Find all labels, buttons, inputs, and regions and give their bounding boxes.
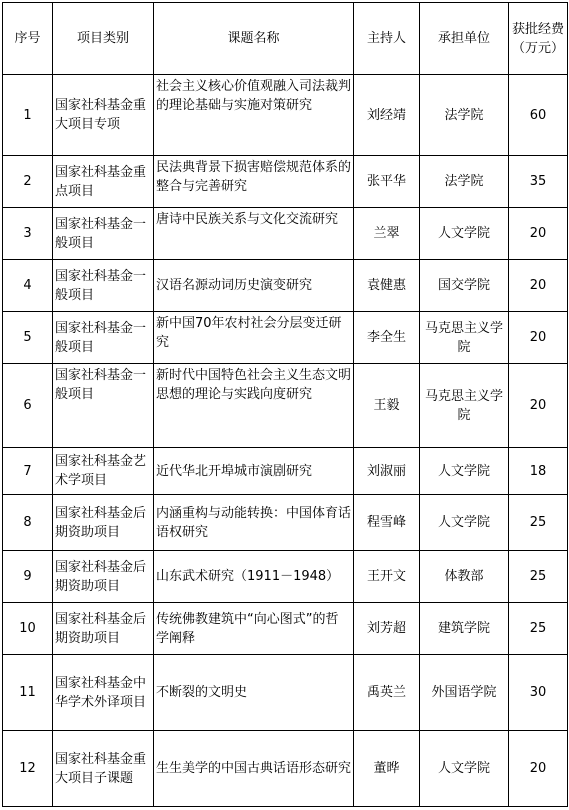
cell-funding: 20 [509,260,568,312]
cell-unit: 法学院 [420,75,509,156]
cell-title: 唐诗中民族关系与文化交流研究 [154,208,354,260]
cell-category: 国家社科基金重大项目子课题 [53,731,154,807]
cell-seq: 8 [3,495,53,551]
cell-category: 国家社科基金后期资助项目 [53,495,154,551]
table-row [3,208,568,260]
cell-category: 国家社科基金一般项目 [53,208,154,260]
cell-host: 董晔 [354,731,420,807]
table-row [3,312,568,364]
cell-category: 国家社科基金一般项目 [53,364,154,448]
cell-unit: 马克思主义学院 [420,364,509,448]
cell-funding: 60 [509,75,568,156]
cell-unit: 人文学院 [420,448,509,495]
cell-title: 新中国70年农村社会分层变迁研究 [154,312,354,364]
cell-seq: 12 [3,731,53,807]
cell-category: 国家社科基金一般项目 [53,312,154,364]
cell-title: 内涵重构与动能转换：中国体育话语权研究 [154,495,354,551]
cell-category: 国家社科基金重大项目专项 [53,75,154,156]
cell-seq: 6 [3,364,53,448]
cell-title: 社会主义核心价值观融入司法裁判的理论基础与实施对策研究 [154,75,354,156]
cell-unit: 人文学院 [420,208,509,260]
cell-host: 张平华 [354,156,420,208]
cell-title: 民法典背景下损害赔偿规范体系的整合与完善研究 [154,156,354,208]
cell-funding: 20 [509,312,568,364]
table-row [3,260,568,312]
cell-unit: 人文学院 [420,495,509,551]
table-row [3,603,568,655]
header-category: 项目类别 [53,3,154,75]
cell-category: 国家社科基金重点项目 [53,156,154,208]
cell-unit: 法学院 [420,156,509,208]
header-funding: 获批经费（万元） [509,3,568,75]
table-row [3,495,568,551]
cell-funding: 18 [509,448,568,495]
cell-title: 生生美学的中国古典话语形态研究 [154,731,354,807]
cell-host: 禹英兰 [354,655,420,731]
cell-category: 国家社科基金后期资助项目 [53,603,154,655]
table-row [3,364,568,448]
cell-unit: 体教部 [420,551,509,603]
cell-unit: 建筑学院 [420,603,509,655]
cell-host: 刘芳超 [354,603,420,655]
table-row [3,156,568,208]
cell-funding: 20 [509,208,568,260]
cell-title: 近代华北开埠城市演剧研究 [154,448,354,495]
cell-title: 汉语名源动词历史演变研究 [154,260,354,312]
header-row [3,3,568,75]
table-row [3,551,568,603]
cell-funding: 35 [509,156,568,208]
cell-title: 不断裂的文明史 [154,655,354,731]
cell-category: 国家社科基金中华学术外译项目 [53,655,154,731]
projects-table [2,2,568,807]
cell-funding: 25 [509,495,568,551]
cell-unit: 马克思主义学院 [420,312,509,364]
cell-seq: 5 [3,312,53,364]
cell-category: 国家社科基金后期资助项目 [53,551,154,603]
table-row [3,655,568,731]
header-seq: 序号 [3,3,53,75]
cell-title: 山东武术研究（1911－1948） [154,551,354,603]
table-row [3,731,568,807]
cell-seq: 7 [3,448,53,495]
cell-host: 袁健惠 [354,260,420,312]
cell-unit: 外国语学院 [420,655,509,731]
cell-category: 国家社科基金艺术学项目 [53,448,154,495]
cell-host: 王毅 [354,364,420,448]
cell-funding: 20 [509,731,568,807]
header-unit: 承担单位 [420,3,509,75]
cell-host: 程雪峰 [354,495,420,551]
cell-seq: 1 [3,75,53,156]
cell-funding: 30 [509,655,568,731]
header-title: 课题名称 [154,3,354,75]
cell-funding: 25 [509,551,568,603]
cell-funding: 20 [509,364,568,448]
cell-seq: 9 [3,551,53,603]
cell-unit: 人文学院 [420,731,509,807]
table-row [3,448,568,495]
table-row [3,75,568,156]
cell-seq: 4 [3,260,53,312]
cell-host: 李全生 [354,312,420,364]
header-host: 主持人 [354,3,420,75]
cell-seq: 2 [3,156,53,208]
cell-seq: 11 [3,655,53,731]
cell-host: 兰翠 [354,208,420,260]
cell-title: 传统佛教建筑中“向心图式”的哲学阐释 [154,603,354,655]
cell-host: 王开文 [354,551,420,603]
cell-seq: 10 [3,603,53,655]
cell-host: 刘淑丽 [354,448,420,495]
cell-unit: 国交学院 [420,260,509,312]
cell-seq: 3 [3,208,53,260]
cell-title: 新时代中国特色社会主义生态文明思想的理论与实践向度研究 [154,364,354,448]
cell-host: 刘经靖 [354,75,420,156]
cell-funding: 25 [509,603,568,655]
cell-category: 国家社科基金一般项目 [53,260,154,312]
